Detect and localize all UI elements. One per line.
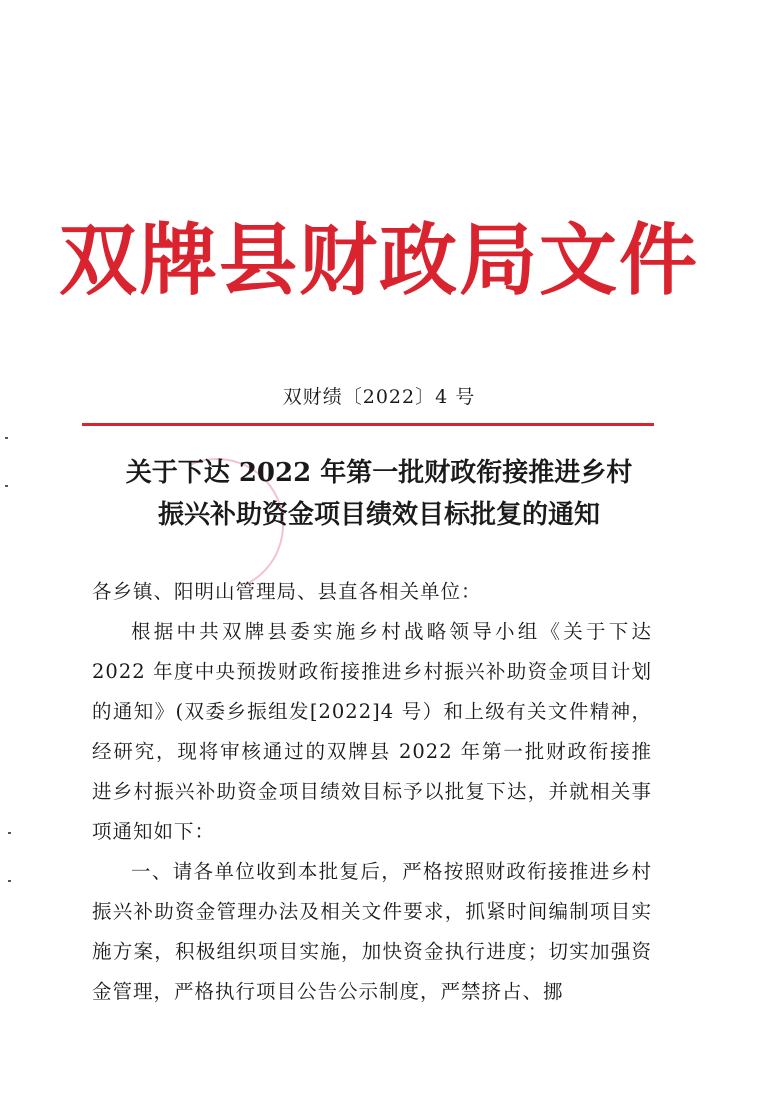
notice-title-line-2: 振兴补助资金项目绩效目标批复的通知: [157, 500, 600, 530]
notice-title: [0, 452, 758, 536]
document-body: [92, 572, 652, 1012]
document-header-title: 双牌县财政局文件: [58, 215, 699, 306]
body-paragraph-2: 一、请各单位收到本批复后，严格按照财政衔接推进乡村振兴补助资金管理办法及相关文件要求，抓紧时间编制项目实施方案，积极组织项目实施，加快资金执行进度；切实加强资金管理，严格执行项目公告公示制度，严禁挤占、挪: [92, 860, 652, 1003]
recipients-line: 各乡镇、阳明山管理局、县直各相关单位：: [92, 580, 482, 603]
notice-title-line-1: 关于下达 2022 年第一批财政衔接推进乡村: [125, 458, 633, 488]
document-number: 双财绩〔2022〕4 号: [282, 386, 476, 408]
scan-mark: [5, 437, 8, 439]
scan-mark: [8, 880, 11, 882]
red-divider-line: [82, 423, 654, 426]
scan-mark: [8, 832, 11, 834]
body-paragraph-1: 根据中共双牌县委实施乡村战略领导小组《关于下达 2022 年度中央预拨财政衔接推进乡村振兴补助资金项目计划的通知》(双委乡振组发[2022]4 号）和上级有关文件精神，经研究，现将审核通过的双牌县 2022 年第一批财政衔接推进乡村振兴补助资金项目绩效目标予以批复下达，并就相关事项通知如下：: [92, 620, 652, 843]
